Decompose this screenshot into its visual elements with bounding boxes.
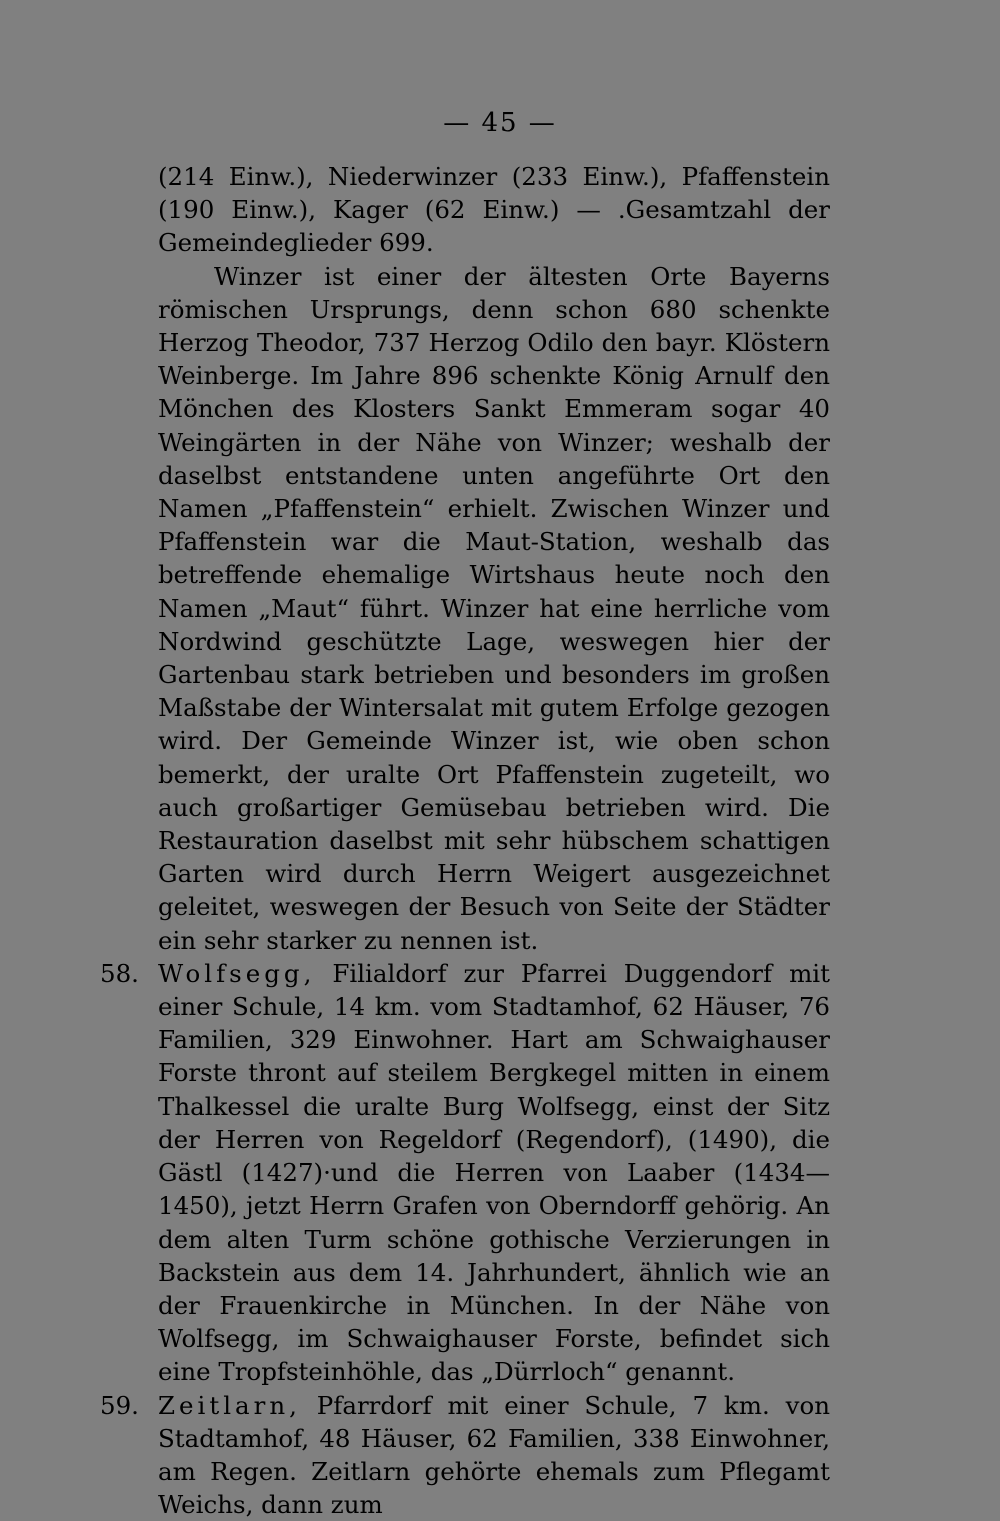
body-text	[100, 160, 830, 1521]
entry-number: 59.	[100, 1390, 139, 1420]
winzer-paragraph: Winzer ist einer der ältesten Orte Bayerns römischen Ursprungs, denn schon 680 schenkte Herzog Theodor, 737 Herzog Odilo den bayr. Klöstern Weinberge. Im Jahre 896 schenkte König Arnulf den Mönchen des Klosters Sankt Emmeram sogar 40 Weingärten in der Nähe von Winzer; weshalb der daselbst entstandene unten angeführte Ort den Namen „Pfaffenstein“ erhielt. Zwischen Winzer und Pfaffenstein war die Maut-Station, weshalb das betreffende ehemalige Wirtshaus heute noch den Namen „Maut“ führt. Winzer hat eine herrliche vom Nordwind geschützte Lage, weswegen hier der Gartenbau stark betrieben und besonders im großen Maßstabe der Wintersalat mit gutem Erfolge gezogen wird. Der Gemeinde Winzer ist, wie oben schon bemerkt, der uralte Ort Pfaffenstein zugeteilt, wo auch großartiger Gemüsebau betrieben wird. Die Restauration daselbst mit sehr hübschem schattigen Garten wird durch Herrn Weigert ausgezeichnet geleitet, weswegen der Besuch von Seite der Städter ein sehr starker zu nennen ist.	[158, 261, 830, 955]
continuation-paragraph: (214 Einw.), Niederwinzer (233 Einw.), Pfaffenstein (190 Einw.), Kager (62 Einw.) — .Gesamtzahl der Gemeindeglieder 699.	[158, 162, 830, 258]
entry-number: 58.	[100, 958, 139, 988]
entry-place-name: Wolfsegg,	[158, 958, 316, 988]
page-number: — 45 —	[443, 108, 557, 138]
entry-zeitlarn	[100, 1389, 830, 1521]
entry-text: Filialdorf zur Pfarrei Duggendorf mit einer Schule, 14 km. vom Stadtamhof, 62 Häuser, 76 Familien, 329 Einwohner. Hart am Schwaighauser Forste thront auf steilem Bergkegel mitten in einem Thalkessel die uralte Burg Wolfsegg, einst der Sitz der Herren von Regeldorf (Regendorf), (1490), die Gästl (1427)·und die Herren von Laaber (1434—1450), jetzt Herrn Grafen von Oberndorff gehörig. An dem alten Turm schöne gothische Verzierungen in Backstein aus dem 14. Jahrhundert, ähnlich wie an der Frauenkirche in München. In der Nähe von Wolfsegg, im Schwaighauser Forste, befindet sich eine Tropfsteinhöhle, das „Dürrloch“ genannt.	[158, 958, 830, 1387]
entry-wolfsegg	[100, 957, 830, 1389]
entry-place-name: Zeitlarn,	[158, 1390, 301, 1420]
entry-text: Pfarrdorf mit einer Schule, 7 km. von Stadtamhof, 48 Häuser, 62 Familien, 338 Einwohner, am Regen. Zeitlarn gehörte ehemals zum Pflegamt Weichs, dann zum	[158, 1390, 830, 1520]
